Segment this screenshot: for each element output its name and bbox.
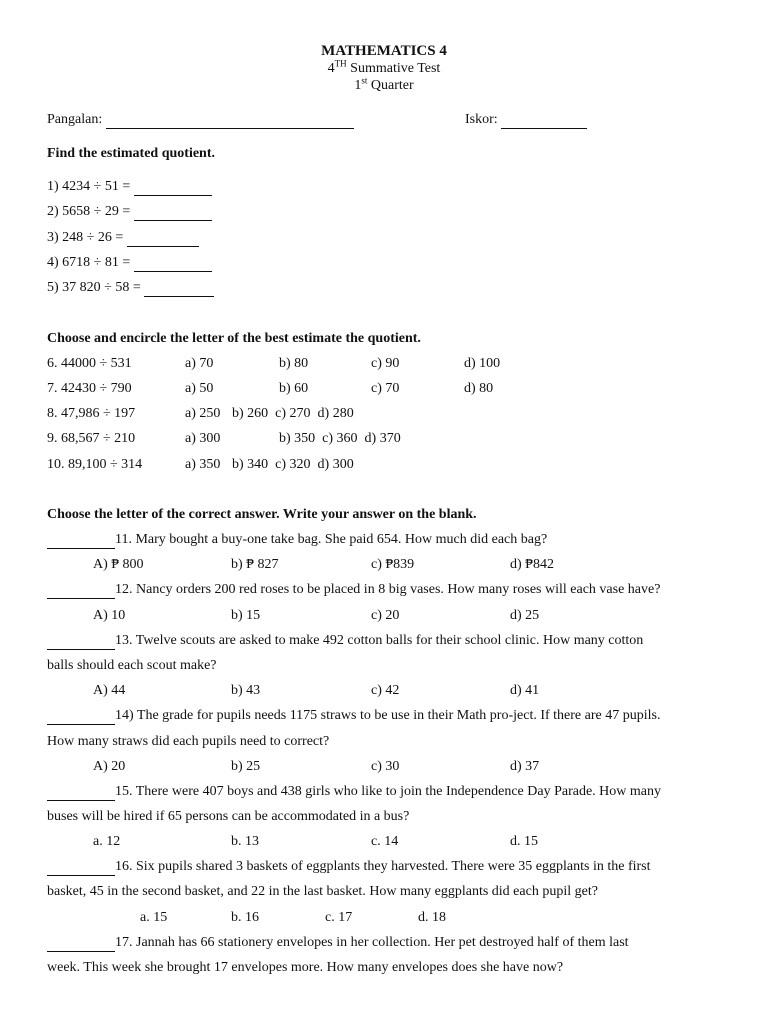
- q17-text-line2: week. This week she brought 17 envelopes more. How many envelopes does she have now?: [47, 960, 564, 975]
- q12-answer-blank[interactable]: [47, 582, 115, 599]
- item-4: [47, 255, 212, 272]
- q7-option-d[interactable]: d) 80: [464, 381, 494, 396]
- q6-option-a[interactable]: a) 70: [185, 356, 214, 371]
- q12-option-c[interactable]: c) 20: [371, 608, 400, 623]
- q11-answer-blank[interactable]: [47, 532, 115, 549]
- test-superscript: TH: [334, 58, 347, 69]
- q15-text-line2: buses will be hired if 65 persons can be accommodated in a bus?: [47, 809, 410, 824]
- q13-row: [47, 633, 643, 650]
- q11-row: [47, 532, 547, 549]
- item-1-text: 1) 4234 ÷ 51 =: [47, 179, 131, 194]
- q14-row: [47, 708, 660, 725]
- q13-option-b[interactable]: b) 43: [231, 683, 261, 698]
- q15-text-line1: 15. There were 407 boys and 438 girls who like to join the Independence Day Parade. How many: [115, 784, 661, 799]
- q15-answer-blank[interactable]: [47, 784, 115, 801]
- q12-text: 12. Nancy orders 200 red roses to be placed in 8 big vases. How many roses will each vase have?: [115, 582, 661, 597]
- q13-text-line2: balls should each scout make?: [47, 658, 217, 673]
- name-label: Pangalan:: [47, 112, 103, 127]
- q14-text-line1: 14) The grade for pupils needs 1175 straws to be use in their Math pro-ject. If there are 47 pupils.: [115, 708, 661, 723]
- item-1-blank[interactable]: [134, 179, 212, 196]
- q14-option-a[interactable]: A) 20: [93, 759, 126, 774]
- q7-option-a[interactable]: a) 50: [185, 381, 214, 396]
- q14-text-line2: How many straws did each pupils need to correct?: [47, 734, 330, 749]
- item-1: [47, 179, 212, 196]
- q11-option-a[interactable]: A) ₱ 800: [93, 557, 144, 572]
- item-4-blank[interactable]: [134, 255, 212, 272]
- q9-question: 9. 68,567 ÷ 210: [47, 431, 136, 446]
- q11-option-b[interactable]: b) ₱ 827: [231, 557, 279, 572]
- q12-row: [47, 582, 660, 599]
- q14-option-c[interactable]: c) 30: [371, 759, 400, 774]
- q17-answer-blank[interactable]: [47, 935, 115, 952]
- quarter-label: Quarter: [367, 78, 414, 93]
- q6-question: 6. 44000 ÷ 531: [47, 356, 132, 371]
- q6-option-d[interactable]: d) 100: [464, 356, 501, 371]
- q10-option-a[interactable]: a) 350: [185, 457, 221, 472]
- section1-instruction: Find the estimated quotient.: [47, 146, 215, 161]
- item-5-blank[interactable]: [144, 280, 214, 297]
- item-2-blank[interactable]: [134, 204, 212, 221]
- q6-option-c[interactable]: c) 90: [371, 356, 400, 371]
- item-5: [47, 280, 214, 297]
- quarter-number: 1: [354, 78, 362, 93]
- q14-answer-blank[interactable]: [47, 708, 115, 725]
- test-label: Summative Test: [346, 61, 441, 76]
- item-3: [47, 230, 199, 247]
- q11-text: 11. Mary bought a buy-one take bag. She paid 654. How much did each bag?: [115, 532, 548, 547]
- name-row: [47, 112, 354, 129]
- q10-question: 10. 89,100 ÷ 314: [47, 457, 143, 472]
- score-label: Iskor:: [465, 112, 498, 127]
- item-4-text: 4) 6718 ÷ 81 =: [47, 255, 131, 270]
- q10-other-options[interactable]: b) 340 c) 320 d) 300: [232, 457, 354, 472]
- q9-other-options[interactable]: b) 350 c) 360 d) 370: [279, 431, 401, 446]
- item-2: [47, 204, 212, 221]
- q8-option-a[interactable]: a) 250: [185, 406, 221, 421]
- q13-option-a[interactable]: A) 44: [93, 683, 126, 698]
- section2-instruction: Choose and encircle the letter of the best estimate the quotient.: [47, 331, 421, 346]
- q15-option-d[interactable]: d. 15: [510, 834, 538, 849]
- q16-option-c[interactable]: c. 17: [325, 910, 353, 925]
- test-subtitle: [0, 58, 768, 77]
- q6-option-b[interactable]: b) 80: [279, 356, 309, 371]
- item-3-text: 3) 248 ÷ 26 =: [47, 230, 124, 245]
- q13-answer-blank[interactable]: [47, 633, 115, 650]
- q13-option-c[interactable]: c) 42: [371, 683, 400, 698]
- section3-instruction: Choose the letter of the correct answer. Write your answer on the blank.: [47, 507, 477, 522]
- q15-row: [47, 784, 661, 801]
- q16-answer-blank[interactable]: [47, 859, 115, 876]
- q16-option-a[interactable]: a. 15: [140, 910, 168, 925]
- item-3-blank[interactable]: [127, 230, 199, 247]
- q8-question: 8. 47,986 ÷ 197: [47, 406, 136, 421]
- q15-option-b[interactable]: b. 13: [231, 834, 259, 849]
- q16-option-d[interactable]: d. 18: [418, 910, 446, 925]
- q12-option-a[interactable]: A) 10: [93, 608, 126, 623]
- score-blank[interactable]: [501, 112, 587, 129]
- q7-option-b[interactable]: b) 60: [279, 381, 309, 396]
- q15-option-c[interactable]: c. 14: [371, 834, 399, 849]
- q7-option-c[interactable]: c) 70: [371, 381, 400, 396]
- q8-other-options[interactable]: b) 260 c) 270 d) 280: [232, 406, 354, 421]
- q14-option-d[interactable]: d) 37: [510, 759, 540, 774]
- q12-option-d[interactable]: d) 25: [510, 608, 540, 623]
- quarter-superscript: st: [361, 75, 368, 86]
- score-row: [465, 112, 587, 129]
- page-title: MATHEMATICS 4: [321, 43, 447, 59]
- q9-option-a[interactable]: a) 300: [185, 431, 221, 446]
- name-blank[interactable]: [106, 112, 354, 129]
- q11-option-c[interactable]: c) ₱839: [371, 557, 415, 572]
- item-5-text: 5) 37 820 ÷ 58 =: [47, 280, 141, 295]
- q17-text-line1: 17. Jannah has 66 stationery envelopes in her collection. Her pet destroyed half of them last: [115, 935, 629, 950]
- q15-option-a[interactable]: a. 12: [93, 834, 121, 849]
- q14-option-b[interactable]: b) 25: [231, 759, 261, 774]
- q12-option-b[interactable]: b) 15: [231, 608, 261, 623]
- q13-option-d[interactable]: d) 41: [510, 683, 540, 698]
- q16-text-line1: 16. Six pupils shared 3 baskets of eggplants they harvested. There were 35 eggplants in the first: [115, 859, 651, 874]
- item-2-text: 2) 5658 ÷ 29 =: [47, 204, 131, 219]
- q17-row: [47, 935, 629, 952]
- q7-question: 7. 42430 ÷ 790: [47, 381, 132, 396]
- q16-text-line2: basket, 45 in the second basket, and 22 in the last basket. How many eggplants did each pupil get?: [47, 884, 598, 899]
- q13-text-line1: 13. Twelve scouts are asked to make 492 cotton balls for their school clinic. How many cotton: [115, 633, 644, 648]
- q16-row: [47, 859, 651, 876]
- quarter-subtitle: [0, 75, 768, 94]
- q16-option-b[interactable]: b. 16: [231, 910, 259, 925]
- test-number: 4: [327, 61, 335, 76]
- q11-option-d[interactable]: d) ₱842: [510, 557, 554, 572]
